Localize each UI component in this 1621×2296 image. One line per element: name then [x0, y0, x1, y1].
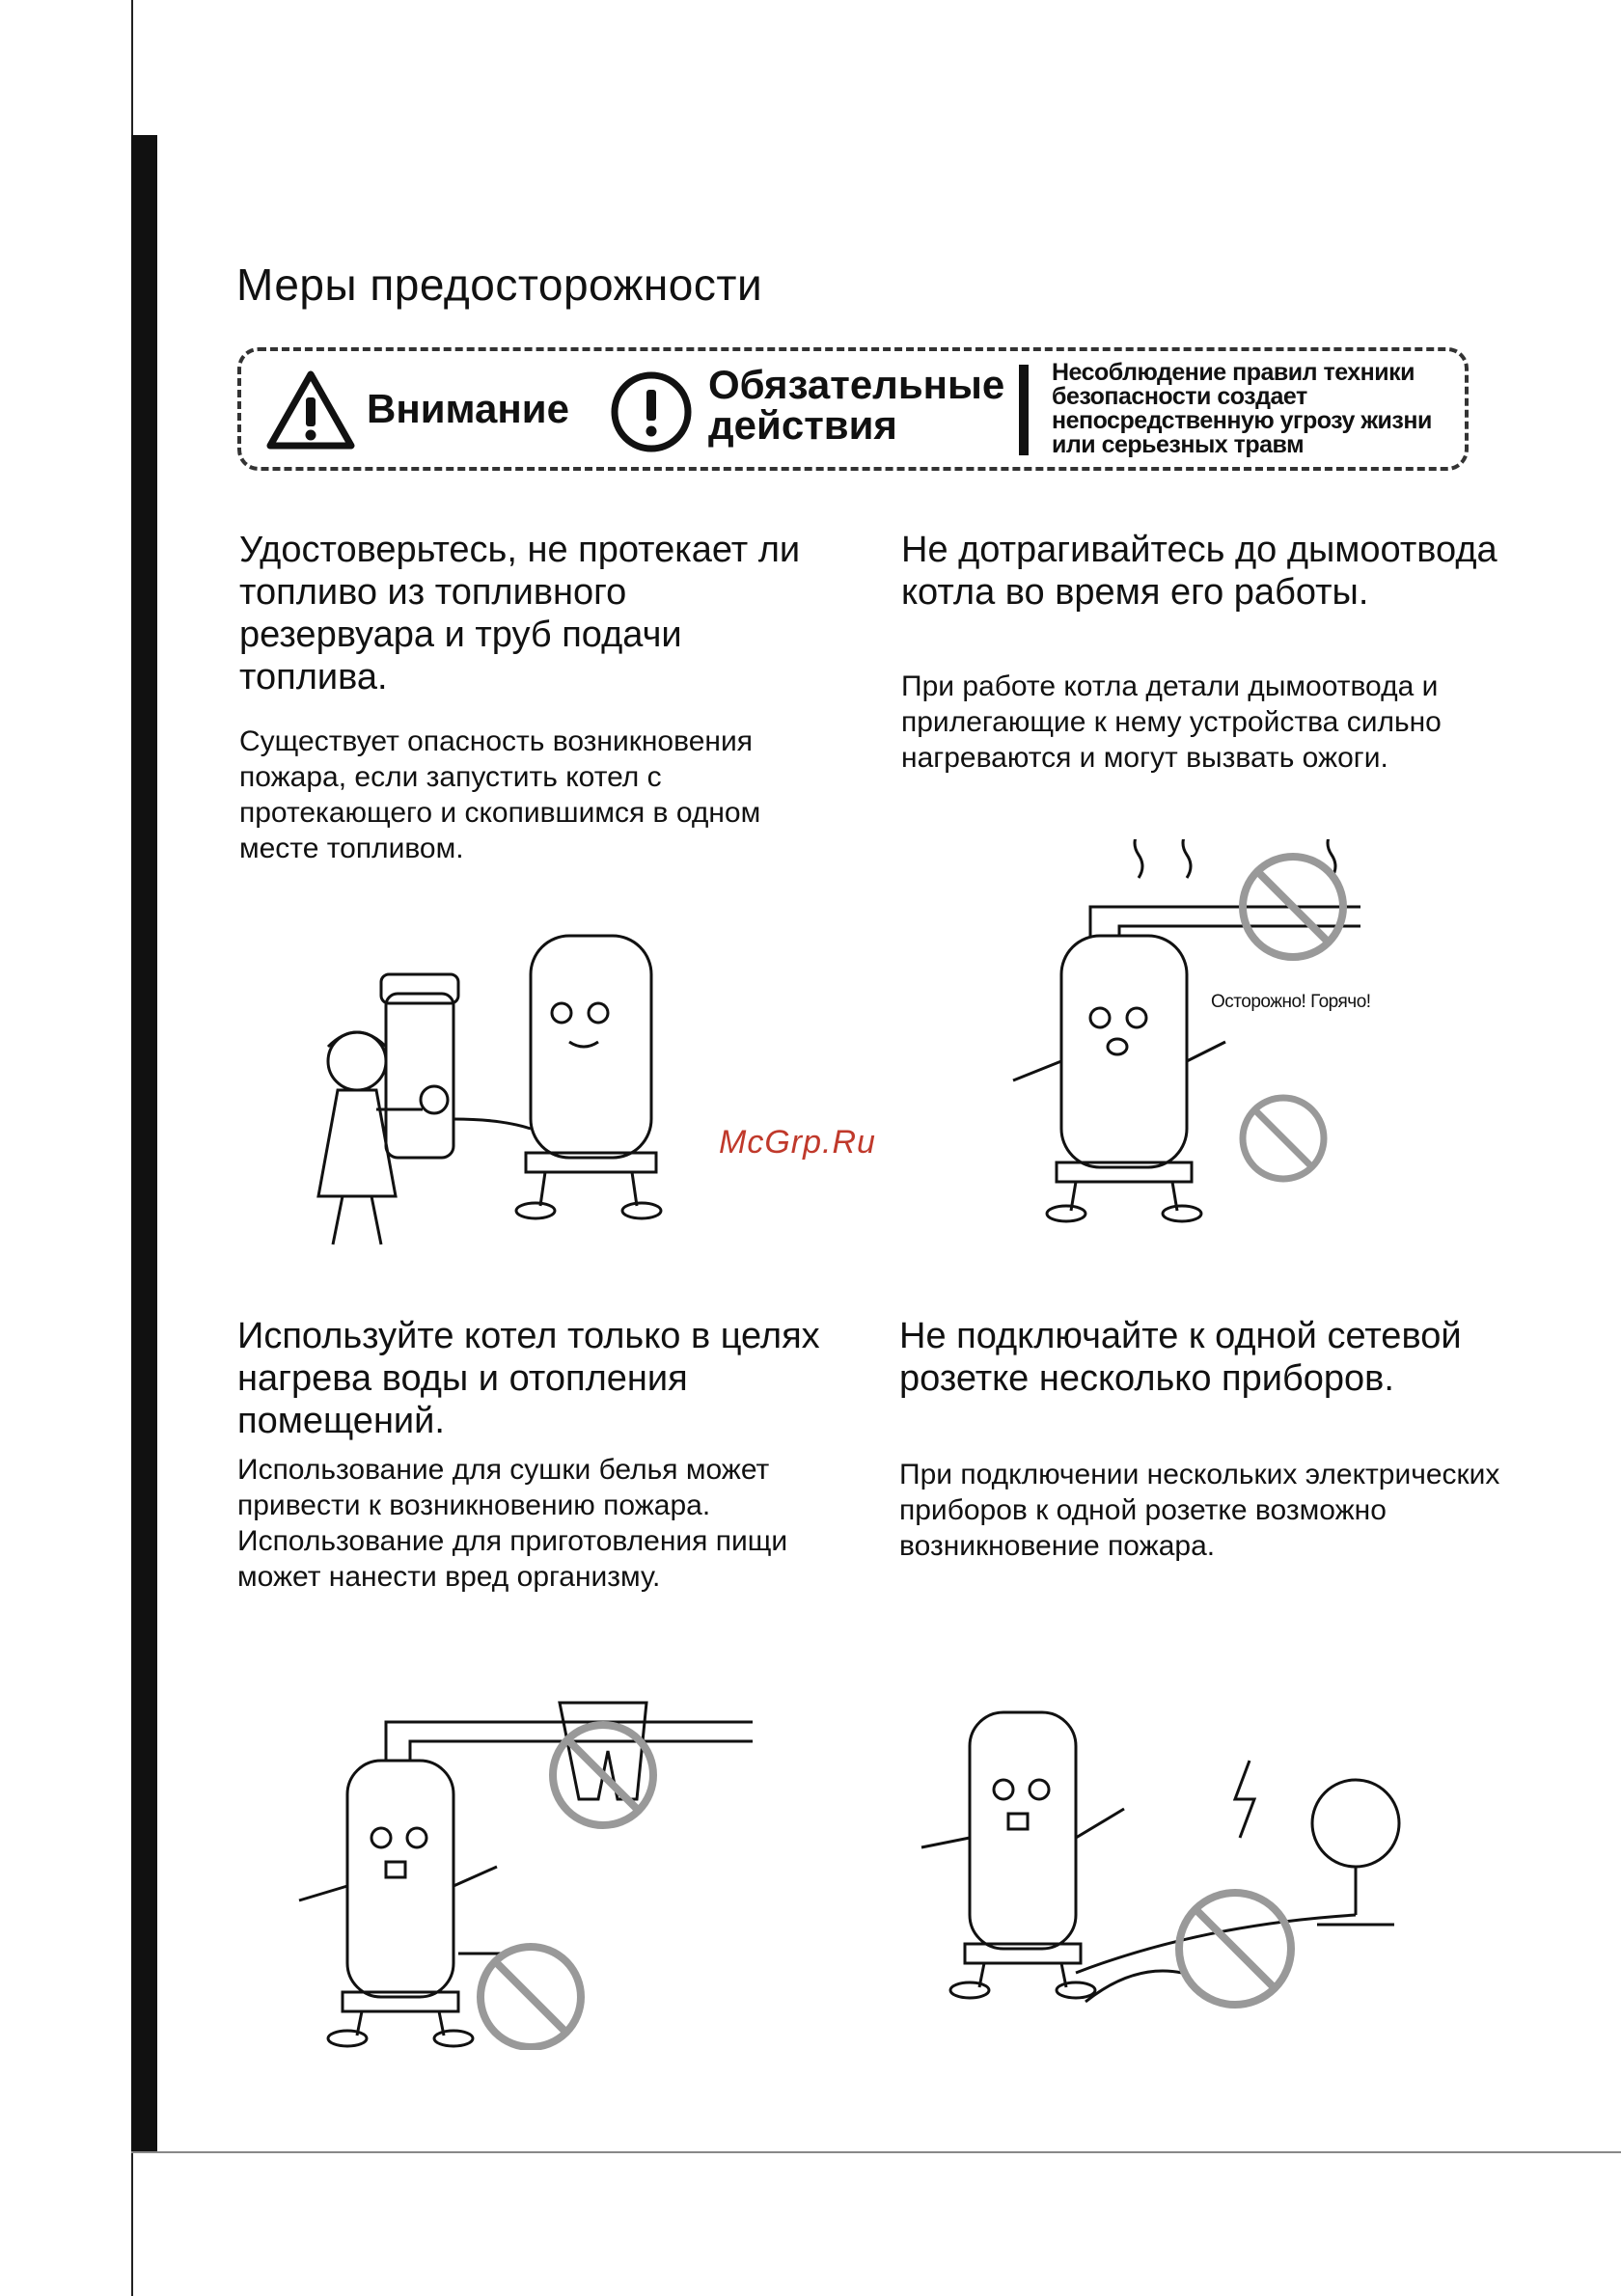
drying-cooking-illustration	[289, 1664, 772, 2050]
warning-triangle-icon	[266, 369, 355, 451]
section-3-body: Использование для сушки белья может привести к возникновению пожара. Использование для приготовления пищи может нанести вред организму.	[237, 1454, 788, 1593]
legend-box	[237, 347, 1469, 471]
bottom-rule	[131, 2151, 1621, 2153]
section-1-body: Существует опасность возникновения пожара, если запустить котел с протекающего и скопившимся в одном месте топливом.	[239, 725, 761, 864]
hot-caption: Осторожно! Горячо!	[1211, 992, 1371, 1012]
fuel-leak-illustration	[309, 916, 675, 1264]
legend-note: Несоблюдение правил техники безопасности создает непосредственную угрозу жизни или серьезных травм	[1052, 359, 1432, 458]
side-bar	[131, 135, 157, 2151]
section-3-title: Используйте котел только в целях нагрева воды и отопления помещений.	[237, 1316, 820, 1441]
watermark: McGrp.Ru	[719, 1124, 876, 1161]
section-2-title: Не дотрагивайтесь до дымоотвода котла во время его работы.	[901, 530, 1497, 613]
warning-label: Внимание	[367, 386, 569, 431]
page-title: Меры предосторожности	[236, 260, 763, 310]
hot-flue-illustration	[994, 839, 1399, 1225]
section-4-title: Не подключайте к одной сетевой розетке несколько приборов.	[899, 1316, 1462, 1399]
section-1-title: Удостоверьтесь, не протекает ли топливо из топливного резервуара и труб подачи топлива.	[239, 530, 801, 697]
section-4-body: При подключении нескольких электрических приборов к одной розетке возможно возникновение пожара.	[899, 1459, 1500, 1562]
mandatory-label: Обязательные действия	[708, 362, 1005, 448]
legend-divider	[1019, 365, 1029, 455]
power-outlet-illustration	[912, 1693, 1423, 2040]
section-2-body: При работе котла детали дымоотвода и прилегающие к нему устройства сильно нагреваются и могут вызвать ожоги.	[901, 670, 1442, 774]
exclamation-circle-icon	[610, 370, 693, 453]
